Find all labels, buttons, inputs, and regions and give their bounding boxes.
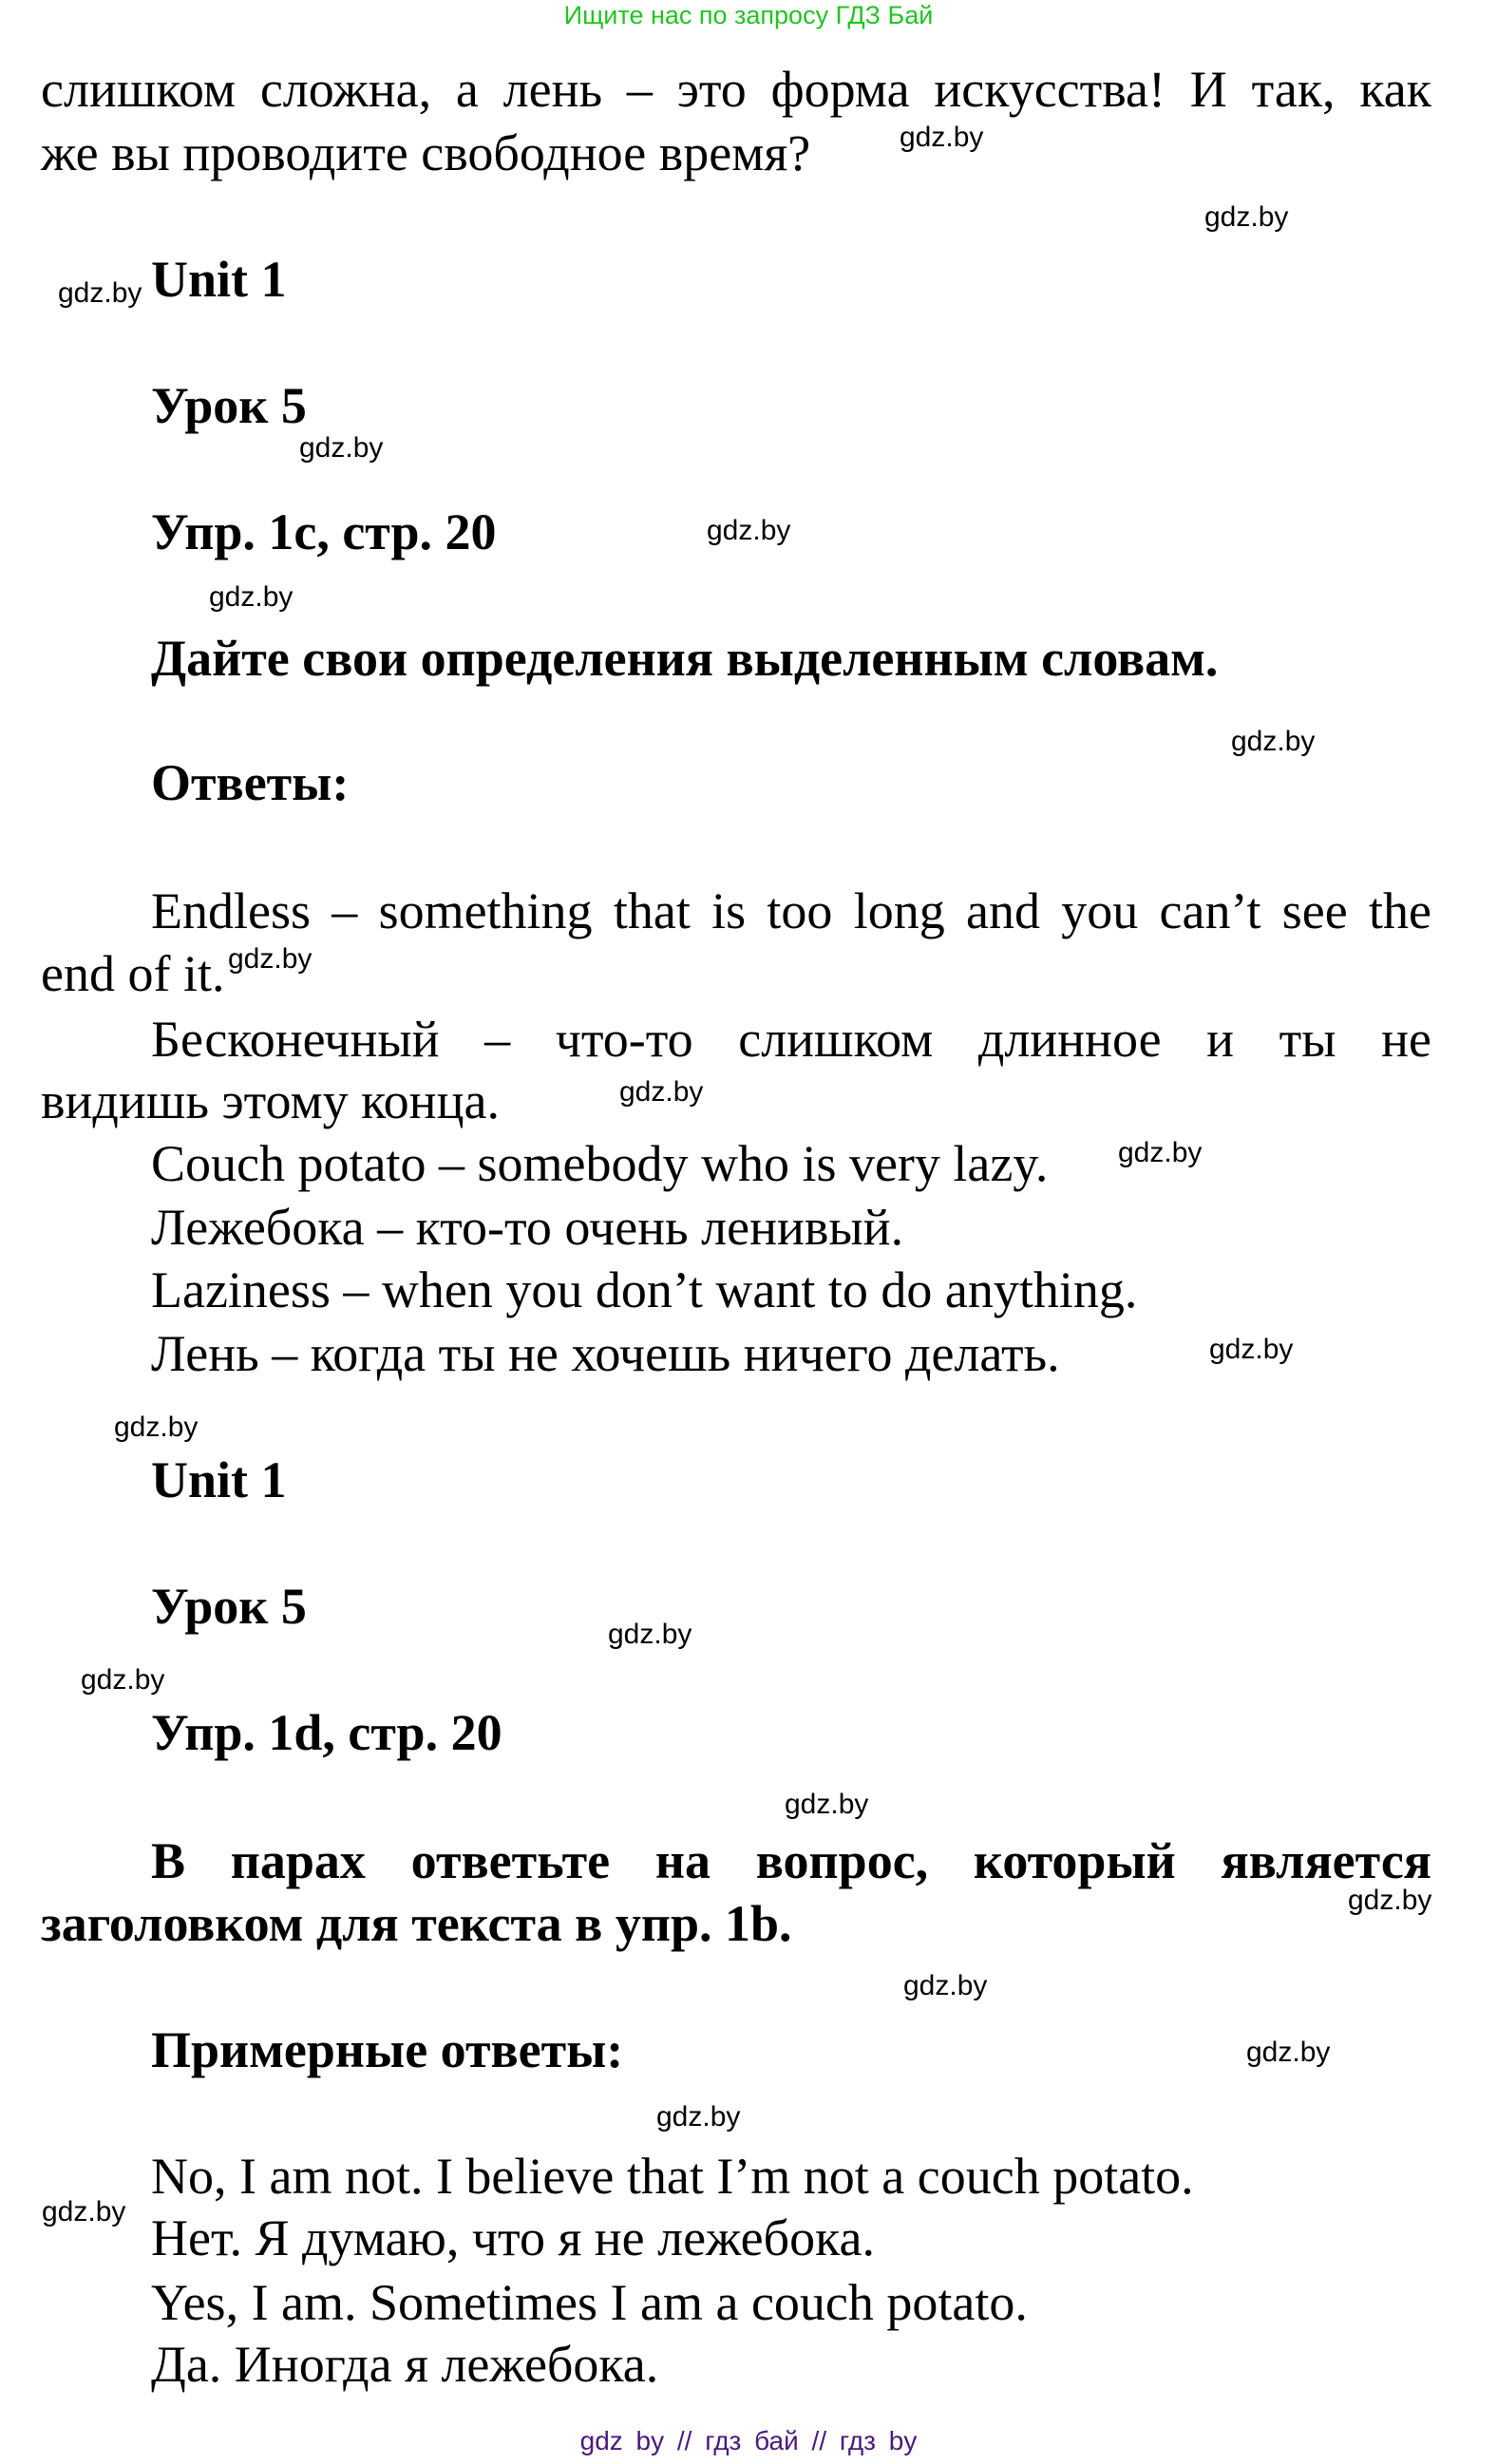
answer-line: Laziness – when you don’t want to do anything. [151, 1261, 1138, 1318]
watermark: gdz.by [619, 1076, 704, 1108]
lesson-heading: Урок 5 [151, 1578, 307, 1635]
watermark: gdz.by [608, 1619, 692, 1650]
watermark: gdz.by [1204, 201, 1289, 233]
watermark: gdz.by [58, 277, 142, 309]
watermark: gdz.by [1118, 1137, 1203, 1168]
exercise-heading: Упр. 1d, стр. 20 [151, 1704, 502, 1761]
task-text: Дайте свои определения выделенным словам. [151, 630, 1219, 687]
watermark: gdz.by [656, 2101, 741, 2132]
answer-line: Лень – когда ты не хочешь ничего делать. [151, 1325, 1060, 1382]
watermark: gdz.by [785, 1789, 869, 1820]
task-text: заголовком для текста в упр. 1b. [41, 1895, 792, 1952]
answer-line: end of it. [41, 945, 225, 1002]
watermark: gdz.by [903, 1970, 988, 2001]
answer-line: Couch potato – somebody who is very lazy. [151, 1135, 1049, 1192]
watermark: gdz.by [1209, 1334, 1294, 1365]
watermark: gdz.by [228, 943, 313, 975]
unit-heading: Unit 1 [151, 251, 287, 308]
watermark: gdz.by [114, 1412, 199, 1443]
exercise-heading: Упр. 1с, стр. 20 [151, 503, 497, 560]
answer-line: Нет. Я думаю, что я не лежебока. [151, 2209, 875, 2266]
answer-line: видишь этому конца. [41, 1072, 500, 1129]
intro-line: же вы проводите свободное время? [41, 124, 811, 181]
task-text: В парах ответьте на вопрос, который является [151, 1832, 1431, 1889]
answer-line: Endless – something that is too long and you can’t see the [151, 882, 1431, 939]
answer-line: Бесконечный – что-то слишком длинное и ты не [151, 1011, 1431, 1068]
unit-heading: Unit 1 [151, 1451, 287, 1508]
lesson-heading: Урок 5 [151, 377, 307, 434]
intro-line: слишком сложна, а лень – это форма искусства! И так, как [41, 61, 1431, 118]
answers-title: Ответы: [151, 754, 350, 811]
watermark: gdz.by [42, 2196, 126, 2227]
watermark: gdz.by [1231, 726, 1316, 757]
footer-links[interactable]: gdz by // гдз бай // гдз by [579, 2426, 918, 2455]
watermark: gdz.by [707, 515, 791, 546]
watermark: gdz.by [81, 1664, 165, 1696]
answer-line: Yes, I am. Sometimes I am a couch potato. [151, 2274, 1028, 2331]
watermark: gdz.by [1246, 2037, 1331, 2068]
watermark: gdz.by [900, 122, 984, 153]
answer-line: Лежебока – кто-то очень ленивый. [151, 1199, 904, 1256]
answers-title: Примерные ответы: [151, 2021, 624, 2078]
search-hint-header[interactable]: Ищите нас по запросу ГДЗ Бай [563, 1, 934, 29]
watermark: gdz.by [1348, 1885, 1432, 1916]
watermark: gdz.by [209, 581, 294, 613]
answer-line: No, I am not. I believe that I’m not a couch potato. [151, 2148, 1194, 2205]
answer-line: Да. Иногда я лежебока. [151, 2336, 659, 2393]
watermark: gdz.by [299, 432, 384, 464]
